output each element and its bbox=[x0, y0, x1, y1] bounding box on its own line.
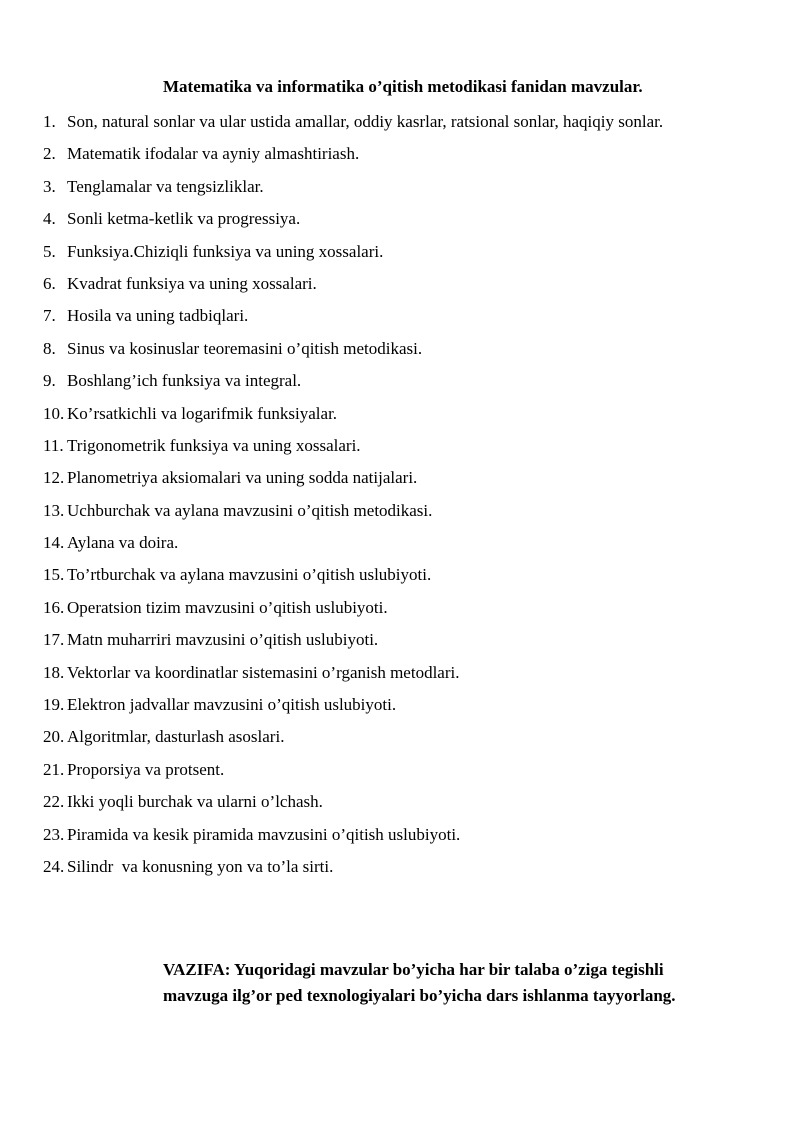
topic-text: Kvadrat funksiya va uning xossalari. bbox=[67, 273, 317, 293]
topic-number: 22. bbox=[43, 792, 65, 812]
topic-number: 23. bbox=[43, 824, 65, 844]
topic-item-10 bbox=[43, 403, 663, 435]
topic-number: 20. bbox=[43, 727, 65, 747]
topic-number: 5. bbox=[43, 241, 56, 261]
topic-text: Uchburchak va aylana mavzusini o’qitish metodikasi. bbox=[67, 500, 433, 520]
topic-item-6 bbox=[43, 273, 663, 305]
topic-number: 15. bbox=[43, 565, 65, 585]
topic-text: Ko’rsatkichli va logarifmik funksiyalar. bbox=[67, 403, 338, 423]
topic-text: Vektorlar va koordinatlar sistemasini o’rganish metodlari. bbox=[67, 662, 460, 682]
topic-number: 2. bbox=[43, 144, 56, 164]
topic-number: 13. bbox=[43, 500, 65, 520]
topic-number: 19. bbox=[43, 695, 65, 715]
topic-text: Matn muharriri mavzusini o’qitish uslubiyoti. bbox=[67, 630, 379, 650]
topic-text: Matematik ifodalar va ayniy almashtiriash. bbox=[67, 144, 360, 164]
topic-item-24 bbox=[43, 856, 663, 888]
topic-number: 11. bbox=[43, 435, 64, 455]
topic-text: Planometriya aksiomalari va uning sodda natijalari. bbox=[67, 468, 418, 488]
topic-text: Operatsion tizim mavzusini o’qitish uslubiyoti. bbox=[67, 597, 388, 617]
topic-list bbox=[43, 111, 663, 888]
topic-number: 10. bbox=[43, 403, 65, 423]
topic-number: 3. bbox=[43, 176, 56, 196]
topic-item-15 bbox=[43, 564, 663, 596]
topic-item-18 bbox=[43, 662, 663, 694]
topic-item-2 bbox=[43, 143, 663, 175]
topic-text: Sonli ketma-ketlik va progressiya. bbox=[67, 209, 301, 229]
topic-item-9 bbox=[43, 370, 663, 402]
topic-text: Proporsiya va protsent. bbox=[67, 759, 225, 779]
topic-text: Aylana va doira. bbox=[67, 533, 179, 553]
topic-text: Algoritmlar, dasturlash asoslari. bbox=[67, 727, 285, 747]
topic-text: Tenglamalar va tengsizliklar. bbox=[67, 176, 264, 196]
topic-number: 21. bbox=[43, 759, 65, 779]
topic-item-1 bbox=[43, 111, 663, 143]
topic-number: 18. bbox=[43, 662, 65, 682]
topic-number: 17. bbox=[43, 630, 65, 650]
topic-number: 12. bbox=[43, 468, 65, 488]
topic-item-13 bbox=[43, 500, 663, 532]
topic-number: 7. bbox=[43, 306, 56, 326]
topic-text: Sinus va kosinuslar teoremasini o’qitish metodikasi. bbox=[67, 338, 423, 358]
topic-item-5 bbox=[43, 241, 663, 273]
topic-item-8 bbox=[43, 338, 663, 370]
topic-number: 6. bbox=[43, 273, 56, 293]
topic-number: 24. bbox=[43, 856, 65, 876]
topic-item-7 bbox=[43, 305, 663, 337]
topic-text: Boshlang’ich funksiya va integral. bbox=[67, 371, 302, 391]
topic-number: 14. bbox=[43, 533, 65, 553]
task-line-1: VAZIFA: Yuqoridagi mavzular bo’yicha har bir talaba o’ziga tegishli bbox=[163, 960, 664, 979]
topic-text: Piramida va kesik piramida mavzusini o’qitish uslubiyoti. bbox=[67, 824, 461, 844]
topic-item-16 bbox=[43, 597, 663, 629]
topic-number: 8. bbox=[43, 338, 56, 358]
topic-number: 9. bbox=[43, 371, 56, 391]
topic-item-3 bbox=[43, 176, 663, 208]
topic-item-14 bbox=[43, 532, 663, 564]
topic-number: 16. bbox=[43, 597, 65, 617]
topic-item-23 bbox=[43, 824, 663, 856]
topic-text: Hosila va uning tadbiqlari. bbox=[67, 306, 249, 326]
topic-number: 4. bbox=[43, 209, 56, 229]
topic-text: Son, natural sonlar va ular ustida amallar, oddiy kasrlar, ratsional sonlar, haqiqiy sonlar. bbox=[67, 112, 664, 131]
topic-item-17 bbox=[43, 629, 663, 661]
topic-text: Funksiya.Chiziqli funksiya va uning xossalari. bbox=[67, 241, 384, 261]
topic-item-22 bbox=[43, 791, 663, 823]
task-line-2: mavzuga ilg’or ped texnologiyalari bo’yicha dars ishlanma tayyorlang. bbox=[163, 986, 676, 1005]
topic-item-4 bbox=[43, 208, 663, 240]
topic-text: Silindr va konusning yon va to’la sirti. bbox=[67, 856, 334, 876]
task-paragraph bbox=[163, 957, 753, 1009]
topic-text: Ikki yoqli burchak va ularni o’lchash. bbox=[67, 792, 323, 812]
document-title: Matematika va informatika o’qitish metodikasi fanidan mavzular. bbox=[163, 77, 643, 96]
topic-item-21 bbox=[43, 759, 663, 791]
topic-item-20 bbox=[43, 726, 663, 758]
topic-text: Elektron jadvallar mavzusini o’qitish uslubiyoti. bbox=[67, 695, 397, 715]
topic-text: To’rtburchak va aylana mavzusini o’qitish uslubiyoti. bbox=[67, 565, 432, 585]
topic-number: 1. bbox=[43, 112, 56, 131]
topic-item-12 bbox=[43, 467, 663, 499]
topic-item-19 bbox=[43, 694, 663, 726]
topic-item-11 bbox=[43, 435, 663, 467]
topic-text: Trigonometrik funksiya va uning xossalari. bbox=[67, 435, 361, 455]
